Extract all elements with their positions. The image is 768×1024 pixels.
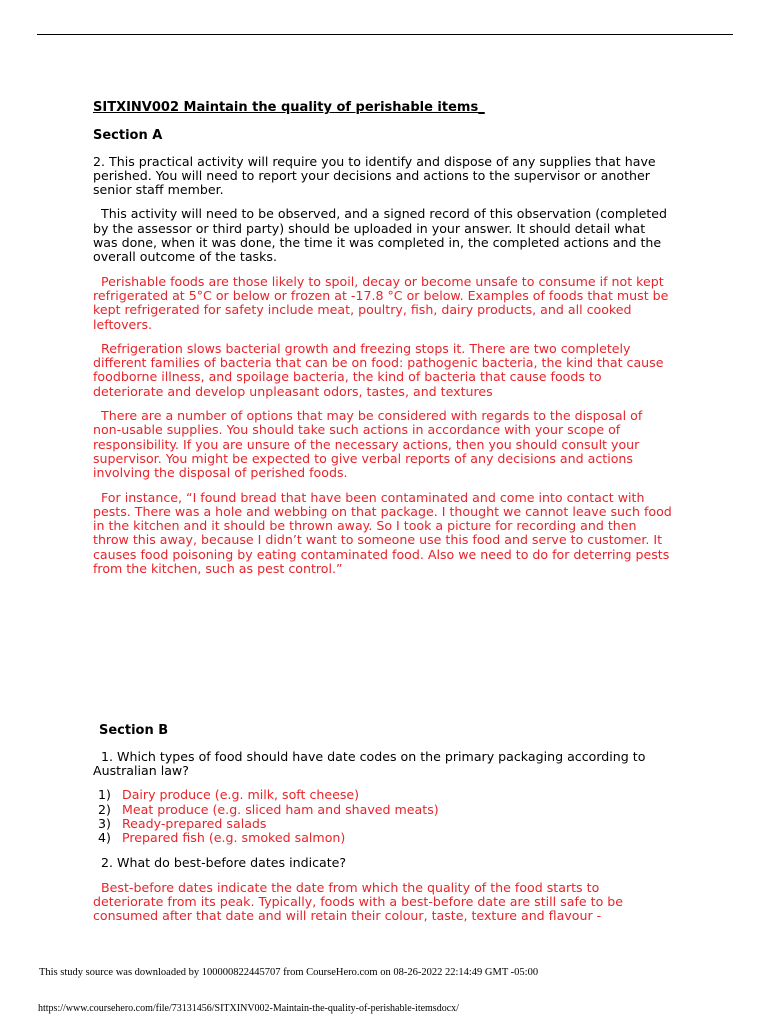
download-notice: This study source was downloaded by 100000822445707 from CourseHero.com on 08-26-2022 22:14:49 GMT -05:00: [39, 967, 539, 978]
date-code-food-list: [93, 788, 673, 845]
list-item: [93, 831, 673, 845]
list-item-text: Dairy produce (e.g. milk, soft cheese): [122, 787, 360, 803]
list-item-text: Ready-prepared salads: [122, 815, 267, 831]
list-item-number: 1): [98, 787, 111, 803]
document-title: SITXINV002 Maintain the quality of perishable items_: [93, 100, 485, 115]
answer-paragraph-4: For instance, “I found bread that have been contaminated and come into contact with pests. There was a hole and webbing on that package. I thought we cannot leave such food in the kitchen and it should be thrown away. So I took a picture for recording and then throw this away, because I didn’t want to someone use this food and serve to customer. It causes food poisoning by eating contaminated food. Also we need to do for deterring pests from the kitchen, such as pest control.”: [93, 489, 676, 577]
list-item-text: Prepared fish (e.g. smoked salmon): [122, 830, 346, 846]
section-a-question-2: 2. This practical activity will require you to identify and dispose of any supplies that have perished. You will need to report your decisions and actions to the supervisor or another senior staff member.: [93, 153, 660, 198]
list-item-number: 4): [98, 830, 111, 846]
document-body: [93, 100, 676, 934]
source-url[interactable]: https://www.coursehero.com/file/73131456/SITXINV002-Maintain-the-quality-of-perishable-itemsdocx/: [38, 1003, 459, 1014]
answer-paragraph-1: Perishable foods are those likely to spoil, decay or become unsafe to consume if not kept refrigerated at 5°C or below or frozen at -17.8 °C or below. Examples of foods that must be kept refrigerated for safety include meat, poultry, fish, dairy products, and all cooked leftovers.: [93, 273, 673, 332]
list-item: [93, 817, 673, 831]
section-b-heading: Section B: [99, 723, 169, 739]
list-item-text: Meat produce (e.g. sliced ham and shaved meats): [122, 801, 439, 817]
section-a-heading: Section A: [93, 128, 163, 144]
best-before-answer: Best-before dates indicate the date from which the quality of the food starts to deteriorate from its peak. Typically, foods with a best-before date are still safe to be consumed after that date and will retain their colour, taste, texture and flavour -: [93, 879, 628, 924]
list-item-number: 3): [98, 815, 111, 831]
answer-paragraph-3: There are a number of options that may be considered with regards to the disposal of non-usable supplies. You should take such actions in accordance with your scope of responsibility. If you are unsure of the necessary actions, then you should consult your supervisor. You might be expected to give verbal reports of any decisions and actions involving the disposal of perished foods.: [93, 408, 647, 481]
section-a-observation-note: This activity will need to be observed, and a signed record of this observation (completed by the assessor or third party) should be uploaded in your answer. It should detail what was done, when it was done, the time it was completed in, the completed actions and the overall outcome of the tasks.: [93, 206, 672, 265]
list-item: [93, 803, 673, 817]
section-b-question-1: 1. Which types of food should have date codes on the primary packaging according to Australian law?: [93, 748, 650, 778]
section-b-question-2: 2. What do best-before dates indicate?: [93, 855, 347, 871]
answer-paragraph-2: Refrigeration slows bacterial growth and freezing stops it. There are two completely different families of bacteria that can be on food: pathogenic bacteria, the kind that cause foodborne illness, and spoilage bacteria, the kind of bacteria that cause foods to deteriorate and develop unpleasant odors, tastes, and textures: [93, 340, 668, 399]
blank-space: [93, 586, 673, 724]
list-item: [93, 788, 673, 802]
top-rule: [37, 34, 733, 35]
list-item-number: 2): [98, 801, 111, 817]
